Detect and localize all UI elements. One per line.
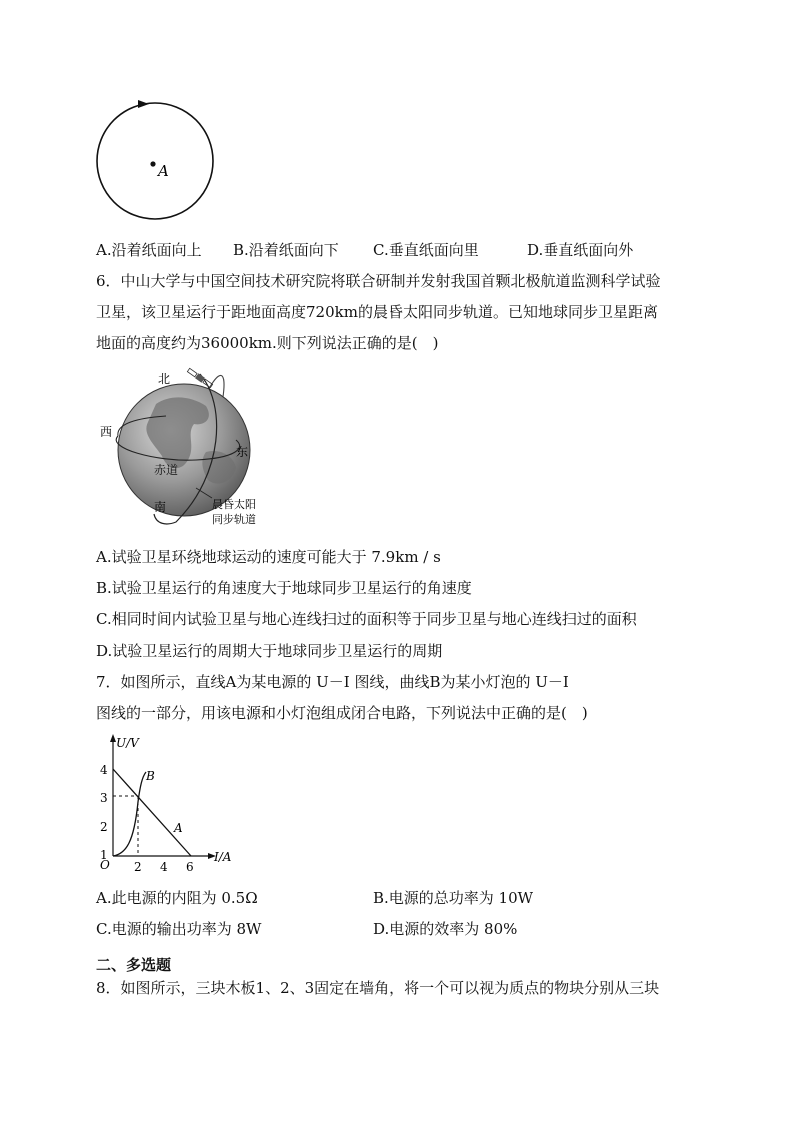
q7-option-d: D.电源的效率为 80% [373, 920, 518, 938]
q7-option-a: A.此电源的内阻为 0.5Ω [96, 889, 258, 907]
q8-stem-line1: 8．如图所示，三块木板1、2、3固定在墙角，将一个可以视为质点的物块分别从三块 [96, 979, 660, 997]
q6-stem-line2: 卫星，该卫星运行于距地面高度720km的晨昏太阳同步轨道。已知地球同步卫星距离 [96, 303, 658, 321]
q5-option-b: B.沿着纸面向下 [233, 241, 339, 259]
x-axis-label: I/A [214, 850, 232, 864]
q6-stem-line3: 地面的高度约为36000km.则下列说法正确的是( ) [96, 334, 439, 352]
q5-option-d: D.垂直纸面向外 [527, 241, 634, 259]
origin-label: O [100, 858, 110, 872]
q5-option-a: A.沿着纸面向上 [96, 241, 202, 259]
q7-stem-line1: 7．如图所示，直线A为某电源的 U－I 图线，曲线B为某小灯泡的 U－I [96, 673, 569, 691]
y-tick-3: 3 [100, 791, 108, 805]
point-a-label: A [158, 162, 169, 180]
equator-label: 赤道 [154, 463, 179, 477]
q6-option-d: D.试验卫星运行的周期大于地球同步卫星运行的周期 [96, 642, 443, 660]
arrow-head-icon [138, 100, 149, 108]
orbit-label-1: 晨昏太阳 [212, 498, 256, 511]
y-tick-2: 2 [100, 820, 108, 834]
x-tick-4: 4 [160, 860, 168, 874]
q5-option-c: C.垂直纸面向里 [373, 241, 479, 259]
y-axis-label: U/V [116, 736, 139, 750]
circle-path [97, 103, 213, 219]
curve-b-label: B [146, 769, 155, 783]
orbit-label-2: 同步轨道 [212, 513, 256, 526]
west-label: 西 [100, 425, 113, 439]
curve-b [113, 772, 146, 856]
q7-option-c: C.电源的输出功率为 8W [96, 920, 262, 938]
q6-option-c: C.相同时间内试验卫星与地心连线扫过的面积等于同步卫星与地心连线扫过的面积 [96, 610, 637, 628]
q7-option-b: B.电源的总功率为 10W [373, 889, 534, 907]
section-title: 二、多选题 [96, 956, 172, 974]
q7-stem-line2: 图线的一部分，用该电源和小灯泡组成闭合电路，下列说法中正确的是( ) [96, 704, 588, 722]
circle-figure [92, 100, 218, 224]
x-tick-6: 6 [186, 860, 194, 874]
q6-option-a: A.试验卫星环绕地球运动的速度可能大于 7.9km / s [96, 548, 441, 566]
q6-option-b: B.试验卫星运行的角速度大于地球同步卫星运行的角速度 [96, 579, 472, 597]
north-label: 北 [158, 372, 171, 386]
line-a-label: A [174, 821, 183, 835]
east-label: 东 [236, 445, 249, 459]
center-point [150, 161, 155, 166]
y-tick-1: 1 [100, 848, 108, 862]
y-tick-4: 4 [100, 763, 108, 777]
south-label: 南 [154, 500, 167, 514]
q6-stem-line1: 6．中山大学与中国空间技术研究院将联合研制并发射我国首颗北极航道监测科学试验 [96, 272, 661, 290]
x-tick-2: 2 [134, 860, 142, 874]
ui-graph [96, 732, 246, 876]
earth-orbit-figure [96, 364, 286, 530]
